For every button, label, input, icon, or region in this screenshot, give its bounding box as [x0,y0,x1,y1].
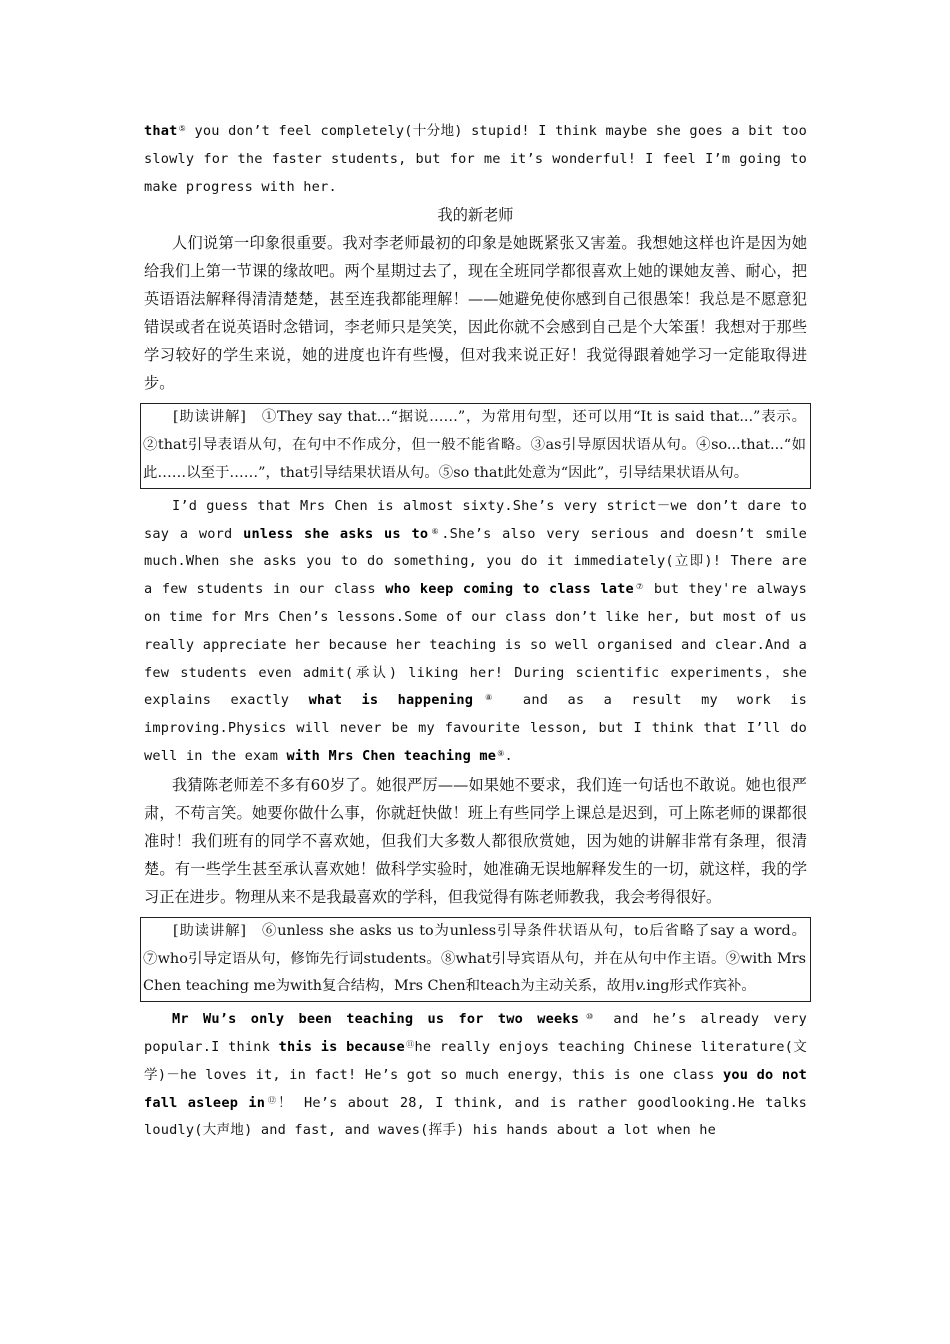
note-marker: ⑤ [178,124,187,133]
notes-italic: v. [635,978,647,995]
paragraph-en-1 [144,118,807,201]
paragraph-text: . [504,747,513,764]
notes-text-part: [助读讲解] ⑥unless she asks us to为unless引导条件状语从句，to后省略了say a word。⑦who引导定语从句，修饰先行词students。⑧what引导宾语从句，并在从句中作主语。⑨with Mrs Chen teaching me为with复合结构，Mrs Chen和teach为主动关系，故用 [143,922,806,995]
notes-text-part: ing形式作宾补。 [646,978,756,995]
reading-notes-box-1 [140,403,811,488]
paragraph-text: and as a result my work is improving.Physics will never be my favourite lesson, but I think that I’ll do well in the exam [144,692,808,764]
paragraph-text: but they're always on time for Mrs Chen’s lessons.Some of our class don’t like her, but most of us really appreciate her because her teaching is so well organised and clear.And a few students even admit(承认) liking her! During scientific experiments，she explains exactly [144,581,808,709]
paragraph-text: and he’s already very popular.I think [144,1011,807,1055]
note-marker: ⑧ [474,693,504,703]
bold-phrase: unless she asks us to [243,525,429,542]
paragraph-text: .She’s also very serious and doesn’t smile much.When she asks you to do something, you do it immediately(立即)! There are a few students in our class [144,525,807,598]
document-page [144,118,807,1145]
bold-phrase: that [144,123,178,139]
bold-phrase: you do not fall asleep in [144,1066,808,1111]
note-marker: ⑩ [580,1012,600,1022]
paragraph-cn-1: 人们说第一印象很重要。我对李老师最初的印象是她既紧张又害羞。我想她这样也许是因为她给我们上第一节课的缘故吧。两个星期过去了，现在全班同学都很喜欢上她的课她友善、耐心，把英语语法解释得清清楚楚，甚至连我都能理解！——她避免使你感到自己很愚笨！我总是不愿意犯错误或者在说英语时念错词，李老师只是笑笑，因此你就不会感到自己是个大笨蛋！我想对于那些学习较好的学生来说，她的进度也许有些慢，但对我来说正好！我觉得跟着她学习一定能取得进步。 [144,234,807,393]
reading-notes-text [143,918,806,1001]
note-marker: ⑥ [429,526,442,536]
note-marker: ⑨ [497,748,505,758]
bold-phrase: Mr Wu’s only been teaching us for two weeks [172,1011,580,1028]
section-title: 我的新老师 [437,206,514,225]
paragraph-text: he really enjoys teaching Chinese literature(文学)－he loves it, in fact! He’s got so much energy，this is one class [144,1038,808,1083]
bold-phrase: with Mrs Chen teaching me [286,747,497,764]
note-marker: ⑪ [405,1039,415,1049]
reading-notes-text: [助读讲解] ①They say that...“据说……”，为常用句型，还可以用“It is said that...”表示。②that引导表语从句，在句中不作成分，但一般不能省略。③as引导原因状语从句。④so...that...“如此……以至于……”，that引导结果状语从句。⑤so that此处意为“因此”，引导结果状语从句。 [143,409,806,481]
paragraph-text: you don’t feel completely(十分地) stupid! I think maybe she goes a bit too slowly for the faster students, but for me it’s wonderful! I feel I’m going to make progress with her. [144,123,807,195]
note-marker: ⑦ [634,582,645,592]
bold-phrase: what is happening [308,692,474,709]
reading-notes-box-2 [140,917,811,1002]
paragraph-text: I’d guess that Mrs Chen is almost sixty.She’s very strict－we don’t dare to say a word [144,497,807,542]
paragraph-text: ！ He’s about 28, I think, and is rather goodlooking.He talks loudly(大声地) and fast, and waves(挥手) his hands about a lot when he [144,1094,807,1139]
bold-phrase: who keep coming to class late [385,581,634,598]
bold-phrase: this is because [278,1038,405,1055]
paragraph-en-3 [144,1006,807,1145]
note-marker: ⑫ [266,1095,279,1105]
paragraph-cn-2: 我猜陈老师差不多有60岁了。她很严厉——如果她不要求，我们连一句话也不敢说。她也很严肃，不苟言笑。她要你做什么事，你就赶快做！班上有些同学上课总是迟到，可上陈老师的课都很准时！我们班有的同学不喜欢她，但我们大多数人都很欣赏她，因为她的讲解非常有条理，很清楚。有一些学生甚至承认喜欢她！做科学实验时，她准确无误地解释发生的一切，就这样，我的学习正在进步。物理从来不是我最喜欢的学科，但我觉得有陈老师教我，我会考得很好。 [144,775,807,906]
paragraph-en-2 [144,493,807,771]
